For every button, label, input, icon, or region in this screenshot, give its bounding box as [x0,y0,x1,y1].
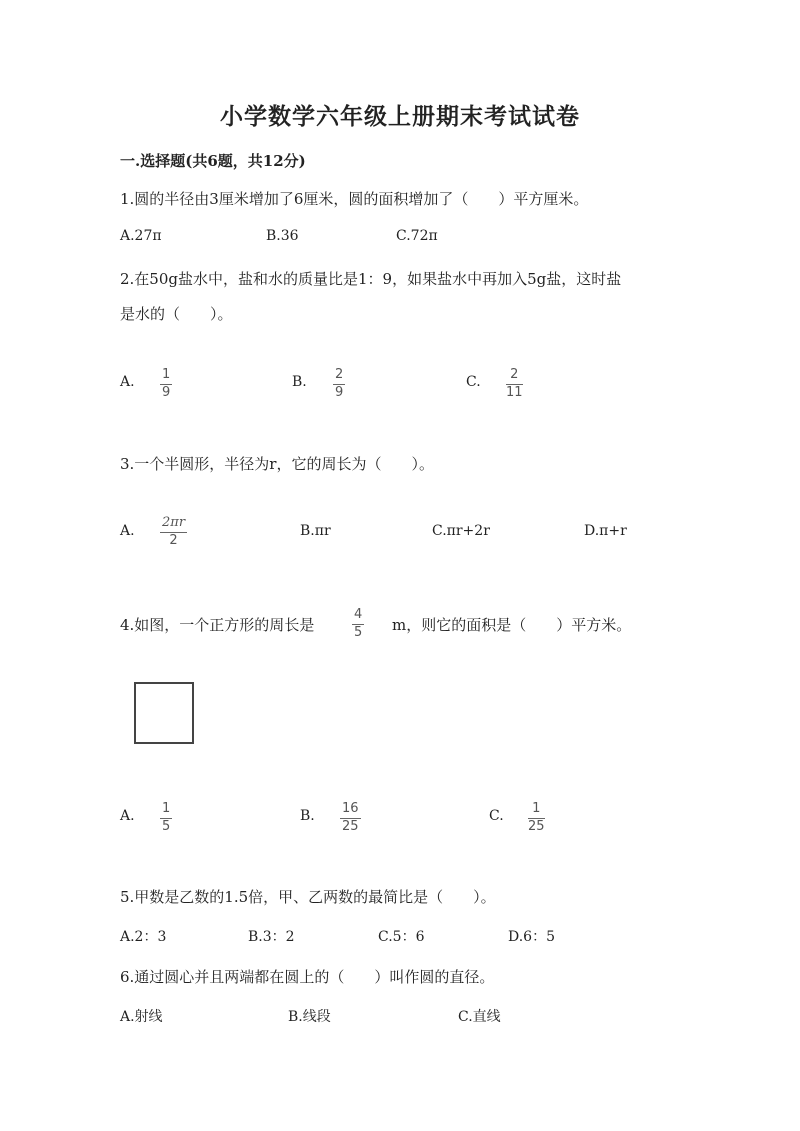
fraction-numerator: 1 [532,801,541,816]
q2-option-c-fraction [506,368,523,400]
fraction-numerator: 2 [335,367,344,382]
q1-option-c: C.72π [396,228,438,244]
fraction-denominator: 11 [506,385,523,400]
fraction-denominator: 25 [342,819,359,834]
q6-option-a: A.射线 [120,1009,163,1025]
fraction-denominator: 5 [354,625,363,640]
q4-option-c-label: C. [489,808,504,824]
fraction-numerator: 1 [162,367,171,382]
question-4-prefix: 4.如图，一个正方形的周长是 [120,616,315,634]
question-2-line1: 2.在50g盐水中，盐和水的质量比是1：9，如果盐水中再加入5g盐，这时盐 [120,270,622,288]
fraction-denominator: 25 [528,819,545,834]
square-figure [134,682,194,744]
fraction-denominator: 9 [162,385,171,400]
question-6: 6.通过圆心并且两端都在圆上的（ ）叫作圆的直径。 [120,968,495,986]
fraction-denominator: 2 [169,533,178,548]
fraction-numerator: 4 [354,607,363,622]
q3-option-b: B.πr [300,523,331,539]
q2-option-b-label: B. [292,374,307,390]
q4-option-c-fraction [528,802,545,834]
q6-option-c: C.直线 [458,1009,501,1025]
q2-option-a-label: A. [120,374,135,390]
fraction-denominator: 9 [335,385,344,400]
question-2-line2: 是水的（ ）。 [120,305,233,323]
q4-option-a-fraction [160,802,172,834]
q5-option-b: B.3：2 [248,929,295,945]
q4-option-b-fraction [340,802,361,834]
page-title: 小学数学六年级上册期末考试试卷 [220,103,580,130]
fraction-denominator: 5 [162,819,171,834]
q1-option-b: B.36 [266,228,299,244]
q4-option-b-label: B. [300,808,315,824]
q2-option-b-fraction [333,368,345,400]
fraction-numerator: 2πr [162,515,186,530]
q6-option-b: B.线段 [288,1009,331,1025]
q4-option-a-label: A. [120,808,135,824]
fraction-numerator: 1 [162,801,171,816]
question-1: 1.圆的半径由3厘米增加了6厘米，圆的面积增加了（ ）平方厘米。 [120,190,589,208]
fraction-numerator: 2 [510,367,519,382]
q1-option-a: A.27π [120,228,162,244]
q3-option-c: C.πr+2r [432,523,490,539]
q2-option-a-fraction [160,368,172,400]
q2-option-c-label: C. [466,374,481,390]
question-5: 5.甲数是乙数的1.5倍，甲、乙两数的最简比是（ ）。 [120,888,496,906]
q3-option-a-fraction [160,516,187,548]
q5-option-d: D.6：5 [508,929,555,945]
q4-perimeter-fraction [352,608,364,640]
q5-option-c: C.5：6 [378,929,425,945]
section-heading: 一.选择题(共6题，共12分) [120,152,306,170]
q3-option-a-label: A. [120,523,135,539]
q3-option-d: D.π+r [584,523,627,539]
fraction-numerator: 16 [342,801,359,816]
q5-option-a: A.2：3 [120,929,167,945]
question-4-suffix: m，则它的面积是（ ）平方米。 [392,616,632,634]
question-3: 3.一个半圆形，半径为r，它的周长为（ ）。 [120,455,434,473]
